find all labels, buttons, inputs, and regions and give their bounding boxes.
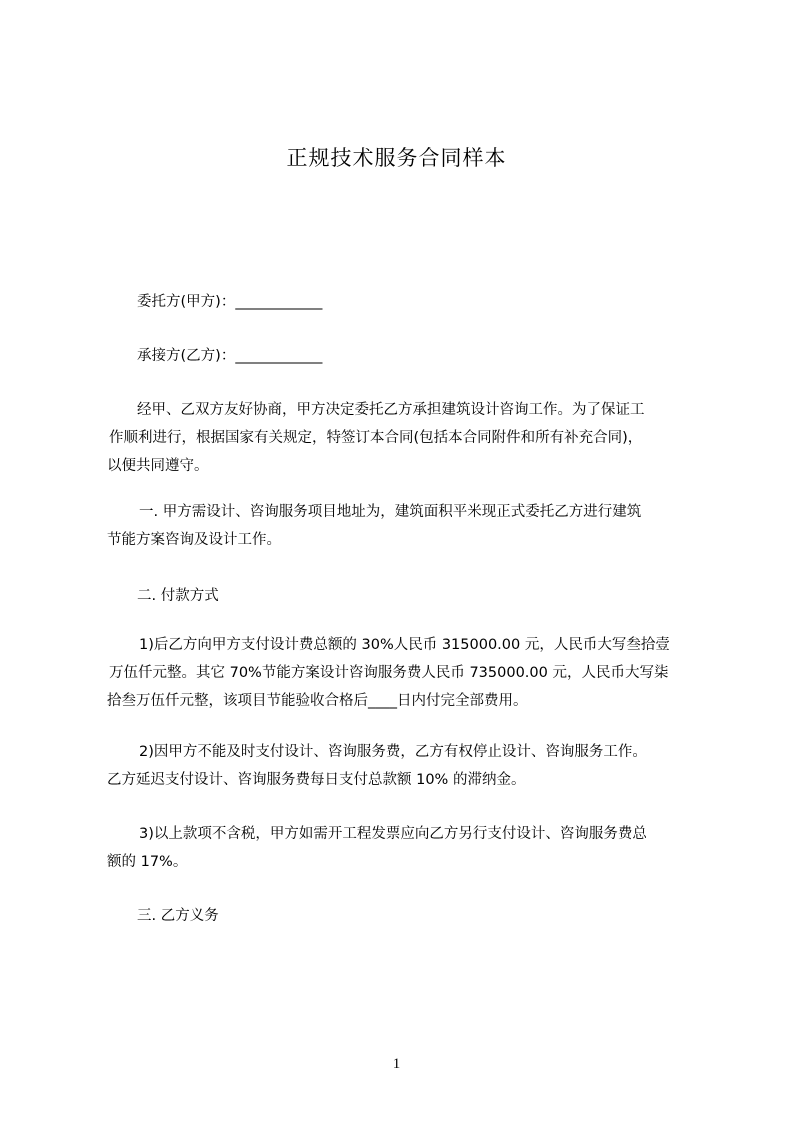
- payment-item-1: [107, 631, 670, 715]
- section-1-paragraph: [107, 498, 641, 554]
- payment-item-3-line-1: 3)以上款项不含税，甲方如需开工程发票应向乙方另行支付设计、咨询服务费总: [139, 826, 647, 842]
- section-3-heading: 三. 乙方义务: [137, 908, 219, 924]
- party-a-line: 委托方(甲方)：____________: [137, 294, 323, 310]
- intro-line-2: 作顺利进行，根据国家有关规定，特签订本合同(包括本合同附件和所有补充合同)，: [109, 430, 643, 446]
- section-1-line-2: 节能方案咨询及设计工作。: [107, 532, 281, 548]
- party-b-line: 承接方(乙方)：____________: [137, 348, 323, 364]
- payment-item-3-line-2: 额的 17%。: [107, 854, 188, 870]
- intro-line-3: 以便共同遵守。: [107, 458, 209, 474]
- payment-item-2-line-1: 2)因甲方不能及时支付设计、咨询服务费，乙方有权停止设计、咨询服务工作。: [139, 744, 647, 760]
- payment-item-2: [107, 738, 647, 794]
- document-title: 正规技术服务合同样本: [286, 146, 507, 170]
- payment-item-1-line-3: 拾叁万伍仟元整，该项目节能验收合格后____日内付完全部费用。: [107, 693, 528, 709]
- intro-line-1: 经甲、乙双方友好协商，甲方决定委托乙方承担建筑设计咨询工作。为了保证工: [137, 402, 645, 418]
- section-1-line-1: 一. 甲方需设计、咨询服务项目地址为，建筑面积平米现正式委托乙方进行建筑: [139, 504, 642, 520]
- payment-item-3: [107, 820, 647, 876]
- payment-item-1-line-2: 万伍仟元整。其它 70%节能方案设计咨询服务费人民币 735000.00 元，人民币大写柒: [109, 665, 669, 681]
- payment-item-1-line-1: 1)后乙方向甲方支付设计费总额的 30%人民币 315000.00 元，人民币大写叁拾壹: [139, 637, 670, 653]
- section-2-heading: 二. 付款方式: [137, 588, 219, 604]
- page-number: 1: [392, 1056, 401, 1072]
- intro-paragraph: [107, 396, 645, 480]
- payment-item-2-line-2: 乙方延迟支付设计、咨询服务费每日支付总款额 10% 的滞纳金。: [107, 772, 526, 788]
